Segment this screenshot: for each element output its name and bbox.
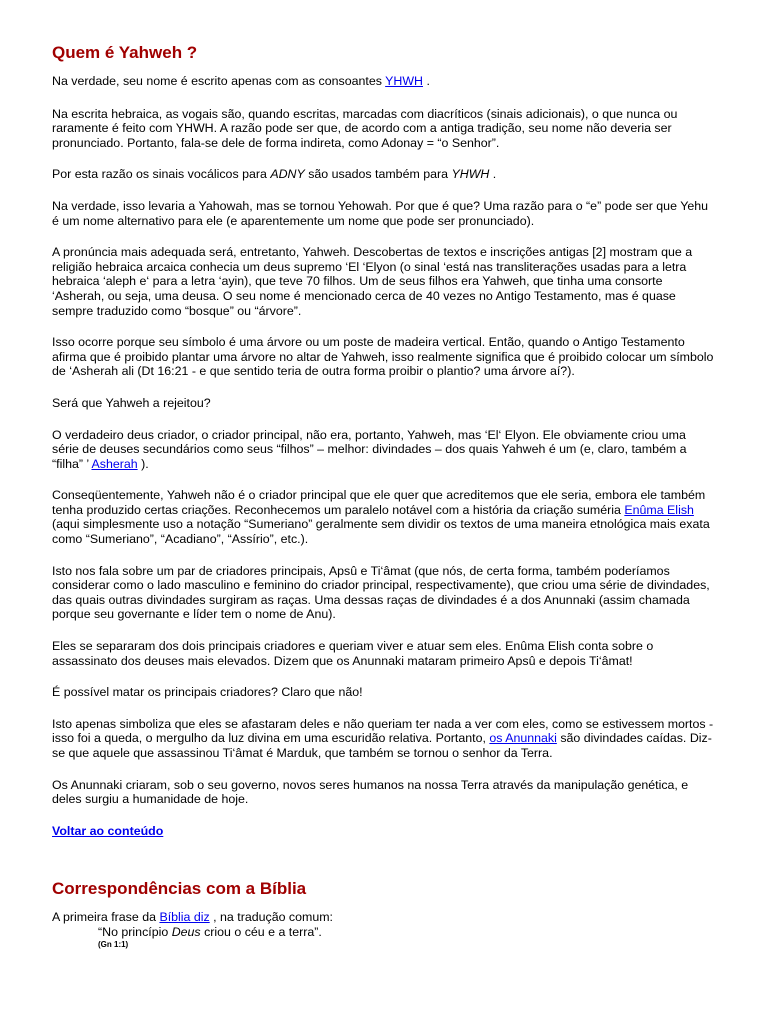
paragraph-13: Isto apenas simboliza que eles se afastaram deles e não queriam ter nada a ver com eles, como se estivessem mortos - isso foi a queda, o mergulho da luz divina em uma escuridão relativa. Portanto, os Anunnaki são divindades caídas. Diz-se que aquele que assassinou Ti‘âmat é Marduk, que também se tornou o senhor da Terra. xyxy=(52,716,714,760)
link-asherah[interactable]: Asherah xyxy=(91,456,138,471)
section-title-who-is-yahweh: Quem é Yahweh ? xyxy=(52,43,198,62)
paragraph-10: Isto nos fala sobre um par de criadores principais, Apsû e Ti‘âmat (que nós, de certa forma, também poderíamos considerar como o lado masculino e feminino do criador principal, respectivamente), que criou uma série de divindades, das quais outras divindades surgiram as raças. Uma dessas raças de divindades é a dos Anunnaki (assim chamada porque seu governante e líder tem o nome de Anu). xyxy=(52,563,710,622)
paragraph-12: É possível matar os principais criadores? Claro que não! xyxy=(52,685,363,700)
section-title-bible-correspondences: Correspondências com a Bíblia xyxy=(52,879,307,899)
back-to-contents-link[interactable]: Voltar ao conteúdo xyxy=(52,823,164,838)
paragraph-14: Os Anunnaki criaram, sob o seu governo, novos seres humanos na nossa Terra através da manipulação genética, e deles surgiu a humanidade de hoje. xyxy=(52,777,689,807)
paragraph-3: Por esta razão os sinais vocálicos para ADNY são usados também para YHWH . xyxy=(52,167,497,182)
paragraph-4: Na verdade, isso levaria a Yahowah, mas se tornou Yehowah. Por que é que? Uma razão para o “e” pode ser que Yehu é um nome alternativo para ele (e aparentemente um nome que pode ser pronunciado). xyxy=(52,198,708,228)
paragraph-5: A pronúncia mais adequada será, entretanto, Yahweh. Descobertas de textos e inscrições antigas [2] mostram que a religião hebraica arcaica conhecia um deus supremo ‘El ‘Elyon (o sinal ‘está nas transliterações usadas para a letra hebraica ‘aleph e‘ para a letra ‘ayin), que teve 70 filhos. Um de seus filhos era Yahweh, que tinha uma consorte ‘Asherah, ou seja, uma deusa. O seu nome é mencionado cerca de 40 vezes no Antigo Testamento, mas é quase sempre traduzido como “bosque” ou “árvore”. xyxy=(52,245,693,318)
paragraph-11: Eles se separaram dos dois principais criadores e queriam viver e atuar sem eles. Enûma Elish conta sobre o assassinato dos deuses mais elevados. Dizem que os Anunnaki mataram primeiro Apsû e depois Ti‘âmat! xyxy=(52,639,654,668)
paragraph-1: Na verdade, seu nome é escrito apenas com as consoantes YHWH . xyxy=(52,74,430,88)
link-os-anunnaki[interactable]: os Anunnaki xyxy=(489,731,557,746)
link-yhwh[interactable]: YHWH xyxy=(385,74,423,88)
bible-intro-paragraph: A primeira frase da Bíblia diz , na tradução comum: xyxy=(52,910,333,925)
back-link-row xyxy=(52,824,716,839)
genesis-quote: “No princípio Deus criou o céu e a terra”. xyxy=(98,924,322,939)
paragraph-2: Na escrita hebraica, as vogais são, quando escritas, marcadas com diacríticos (sinais adicionais), o que nunca ou raramente é feito com YHWH. A razão pode ser que, de acordo com a antiga tradição, seu nome não deveria ser pronunciado. Portanto, fala-se dele de forma indireta, como Adonay = “o Senhor”. xyxy=(52,106,678,150)
paragraph-8: O verdadeiro deus criador, o criador principal, não era, portanto, Yahweh, mas ‘El‘ Elyon. Ele obviamente criou uma série de deuses secundários como seus “filhos” – melhor: divindades – dos quais Yahweh é um (e, claro, também a “filha” ’ Asherah ). xyxy=(52,427,687,471)
paragraph-6: Isso ocorre porque seu símbolo é uma árvore ou um poste de madeira vertical. Então, quando o Antigo Testamento afirma que é proibido plantar uma árvore no altar de Yahweh, isso realmente significa que é proibido colocar um símbolo de ‘Asherah ali (Dt 16:21 - e que sentido teria de outra forma proibir o plantio? uma árvore aí?). xyxy=(52,335,714,379)
genesis-reference: (Gn 1:1) xyxy=(98,939,129,949)
link-enuma-elish[interactable]: Enûma Elish xyxy=(624,502,694,517)
paragraph-9: Conseqüentemente, Yahweh não é o criador principal que ele quer que acreditemos que ele seria, embora ele também tenha produzido certas criações. Reconhecemos um paralelo notável com a história da criação suméria Enûma Elish (aqui simplesmente uso a notação “Sumeriano” geralmente sem dividir os textos de uma maneira etnológica mais exata como “Sumeriano”, “Acadiano”, “Assírio”, etc.). xyxy=(52,488,710,547)
paragraph-7: Será que Yahweh a rejeitou? xyxy=(52,395,211,410)
link-biblia-diz[interactable]: Bíblia diz xyxy=(159,910,210,925)
